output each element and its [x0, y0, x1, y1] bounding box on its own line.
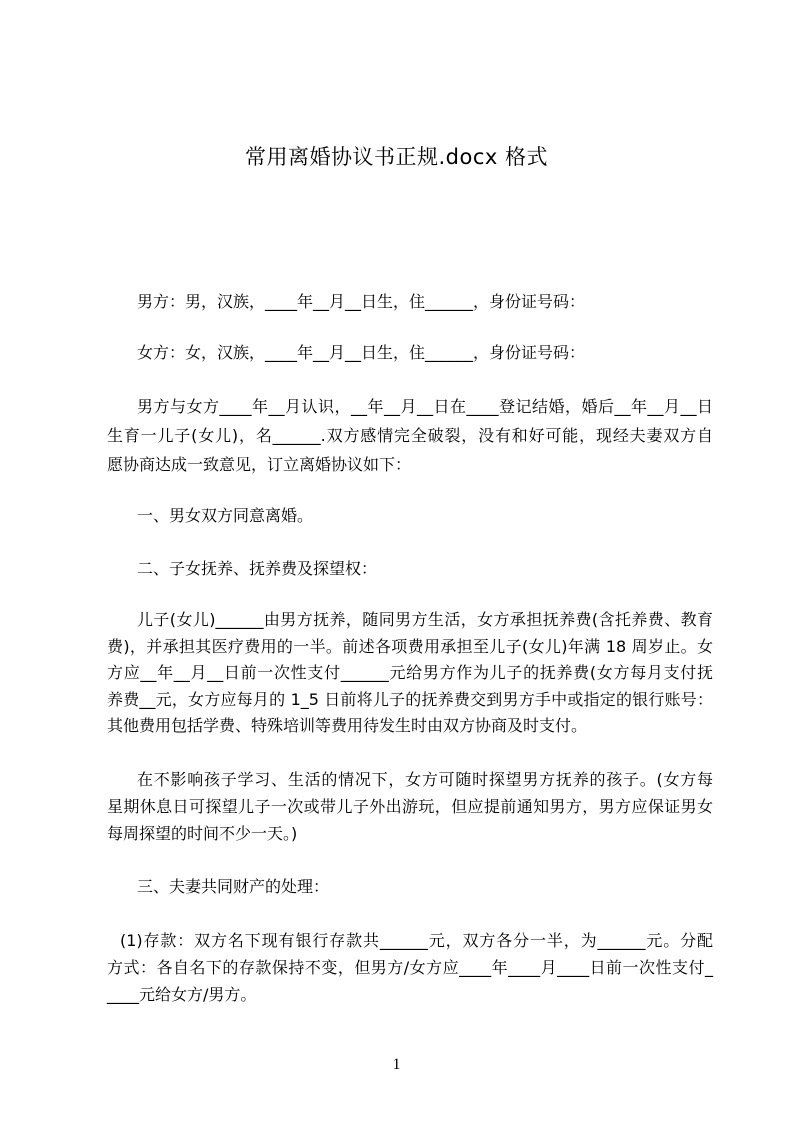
paragraph-line: 方式：各自名下的存款保持不变，但男方/女方应____年____月____日前一次性支付_: [107, 958, 713, 977]
paragraph-line: (1)存款：双方名下现有银行存款共______元，双方各分一半，为______元。分配: [120, 931, 713, 950]
paragraph-deposits: [107, 927, 713, 1008]
document-title: 常用离婚协议书正规.docx 格式: [244, 145, 548, 169]
paragraph-line: 养费__元，女方应每月的 1_5 日前将儿子的抚养费交到男方手中或指定的银行账号：: [107, 689, 713, 709]
section-heading-property: [107, 873, 713, 900]
paragraph-line: ____元给女方/男方。: [107, 985, 257, 1004]
paragraph-visitation: [107, 766, 713, 847]
paragraph-child-support: [107, 607, 713, 740]
paragraph-line: 生育一儿子(女儿)，名______.双方感情完全破裂，没有和好可能，现经夫妻双方自: [107, 426, 713, 445]
paragraph-line: 一、男女双方同意离婚。: [137, 506, 314, 525]
paragraph-line: 在不影响孩子学习、生活的情况下，女方可随时探望男方抚养的孩子。(女方每: [137, 770, 713, 789]
paragraph-line: 儿子(女儿)______由男方抚养，随同男方生活，女方承担抚养费(含托养费、教育: [137, 610, 713, 629]
paragraph-line: 其他费用包括学费、特殊培训等费用待发生时由双方协商及时支付。: [107, 716, 588, 735]
paragraph-background: [107, 392, 713, 479]
paragraph-line: 费)，并承担其医疗费用的一半。前述各项费用承担至儿子(女儿)年满 18 周岁止。女: [107, 636, 713, 656]
section-heading-child-custody: [107, 555, 713, 582]
paragraph-line: 星期休息日可探望儿子一次或带儿子外出游玩，但应提前通知男方，男方应保证男女: [107, 797, 713, 816]
paragraph-male-party: [107, 288, 713, 315]
paragraph-line: 三、夫妻共同财产的处理：: [137, 877, 330, 896]
paragraph-female-party: [107, 339, 713, 366]
paragraph-line: 愿协商达成一致意见，订立离婚协议如下：: [107, 455, 412, 474]
paragraph-line: 方应__年__月__日前一次性支付______元给男方作为儿子的抚养费(女方每月支付抚: [107, 663, 713, 682]
page-number: 1: [392, 1056, 401, 1073]
section-heading-divorce-consent: [107, 502, 713, 529]
paragraph-line: 女方：女，汉族，____年__月__日生，住______，身份证号码：: [137, 343, 586, 362]
paragraph-line: 男方与女方____年__月认识，__年__月__日在____登记结婚，婚后__年__月__日: [137, 397, 713, 416]
paragraph-line: 每周探望的时间不少一天。): [107, 824, 298, 843]
paragraph-line: 男方：男，汉族，____年__月__日生，住______，身份证号码：: [137, 292, 586, 311]
paragraph-line: 二、子女抚养、抚养费及探望权：: [137, 559, 378, 578]
